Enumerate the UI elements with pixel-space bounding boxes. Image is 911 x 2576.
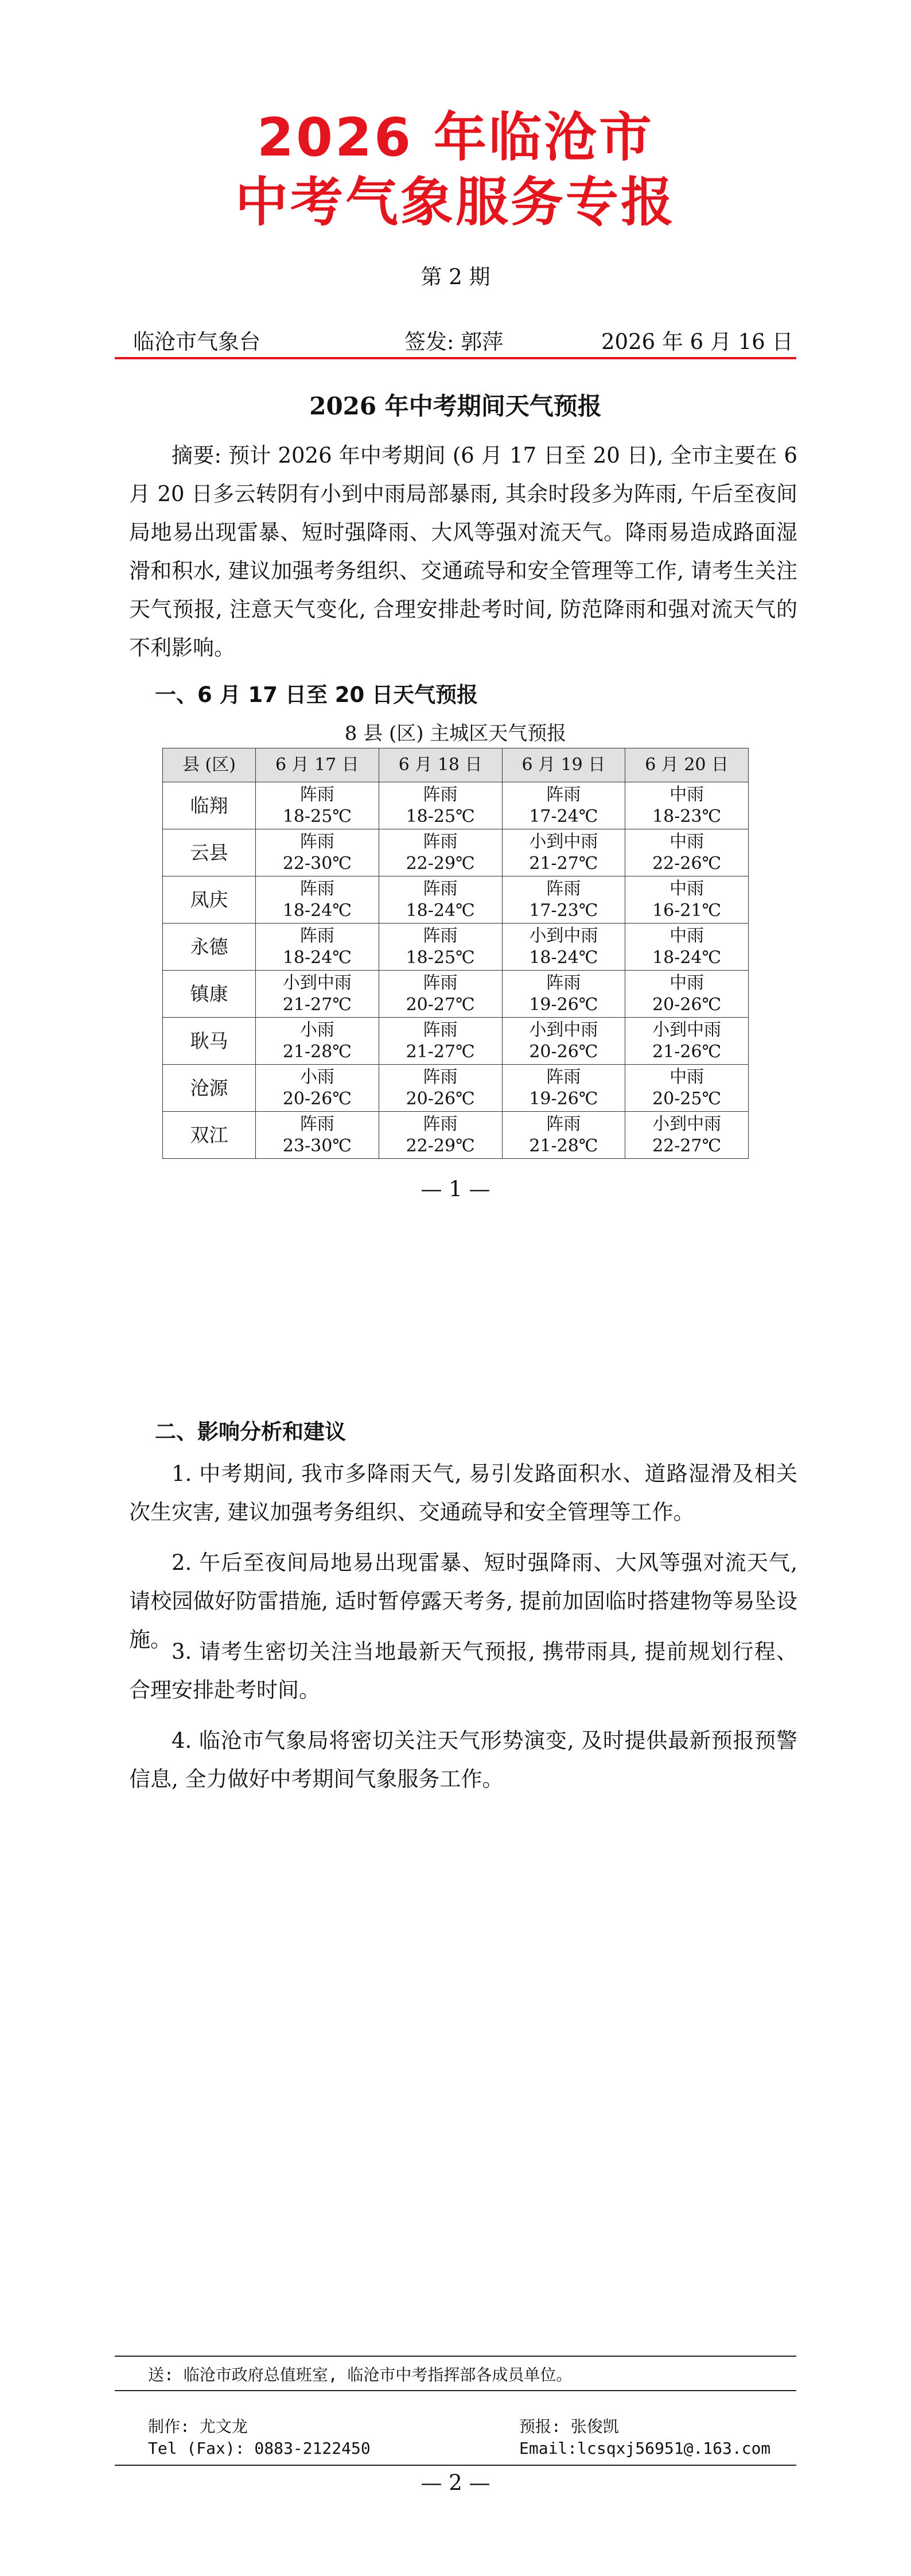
forecast-cell [379, 971, 502, 1018]
temperature-range: 21-28℃ [282, 1041, 352, 1062]
table-row [163, 829, 749, 876]
forecaster: 预报: 张俊凯 [519, 2417, 619, 2436]
temperature-range: 22-30℃ [282, 853, 352, 874]
temperature-range: 20-27℃ [406, 994, 475, 1015]
temperature-range: 18-24℃ [282, 900, 352, 921]
county-name: 云县 [163, 829, 256, 876]
table-row [163, 971, 749, 1018]
temperature-range: 20-26℃ [652, 994, 722, 1015]
table-row [163, 782, 749, 829]
county-name: 凤庆 [163, 876, 256, 924]
distribution-list: 送: 临沧市政府总值班室, 临沧市中考指挥部各成员单位。 [148, 2365, 573, 2384]
header-day: 6 月 20 日 [625, 748, 749, 782]
forecast-cell [379, 924, 502, 971]
temperature-range: 21-27℃ [282, 994, 352, 1015]
weather-condition: 阵雨 [423, 1019, 458, 1040]
weather-condition: 中雨 [669, 784, 704, 805]
weather-condition: 小到中雨 [652, 1019, 722, 1040]
temperature-range: 22-29℃ [406, 1135, 475, 1156]
temperature-range: 17-24℃ [529, 806, 598, 827]
suggestion-item: 1. 中考期间, 我市多降雨天气, 易引发路面积水、道路湿滑及相关次生灾害, 建议加强考务组织、交通疏导和安全管理等工作。 [129, 1461, 797, 1524]
forecast-cell [625, 829, 749, 876]
forecast-cell [256, 1065, 379, 1112]
temperature-range: 18-25℃ [406, 806, 475, 827]
weather-condition: 小到中雨 [529, 831, 598, 852]
issuer: 临沧市气象台 [133, 329, 260, 354]
weather-condition: 阵雨 [423, 925, 458, 946]
issue-date: 2026 年 6 月 16 日 [601, 329, 793, 354]
header-county: 县 (区) [163, 748, 256, 782]
page-number: — 2 — [421, 2470, 490, 2495]
forecast-cell [502, 1018, 625, 1065]
weather-condition: 阵雨 [546, 878, 581, 899]
red-divider [115, 357, 796, 359]
forecast-cell [256, 876, 379, 924]
forecast-cell [625, 1018, 749, 1065]
summary-paragraph: 摘要: 预计 2026 年中考期间 (6 月 17 日至 20 日), 全市主要在 6 月 20 日多云转阴有小到中雨局部暴雨, 其余时段多为阵雨, 午后至夜间局地易出现雷暴、短时强降雨、大风等强对流天气。降雨易造成路面湿滑和积水, 建议加强考务组织、交通疏导和安全管理等工作, 请考生关注天气预报, 注意天气变化, 合理安排赴考时间, 防范降雨和强对流天气的不利影响。 [129, 443, 797, 660]
forecast-cell [256, 829, 379, 876]
temperature-range: 18-25℃ [406, 947, 475, 968]
temperature-range: 20-26℃ [406, 1088, 475, 1109]
forecast-cell [625, 876, 749, 924]
temperature-range: 22-29℃ [406, 853, 475, 874]
county-name: 永德 [163, 924, 256, 971]
temperature-range: 20-26℃ [529, 1041, 598, 1062]
contact-tel: Tel (Fax): 0883-2122450 [148, 2439, 371, 2458]
weather-condition: 阵雨 [423, 1066, 458, 1087]
report-title-line-1: 2026 年临沧市 [256, 107, 655, 168]
footer-divider [115, 2356, 796, 2357]
weather-condition: 小到中雨 [652, 1114, 722, 1134]
weather-condition: 阵雨 [299, 784, 334, 805]
weather-condition: 阵雨 [546, 972, 581, 993]
weather-condition: 小到中雨 [529, 925, 598, 946]
header-day: 6 月 17 日 [256, 748, 379, 782]
issue-number: 第 2 期 [421, 265, 490, 289]
weather-condition: 阵雨 [546, 784, 581, 805]
temperature-range: 16-21℃ [652, 900, 722, 921]
forecast-cell [625, 971, 749, 1018]
footer-divider [115, 2465, 796, 2466]
weather-condition: 阵雨 [423, 784, 458, 805]
forecast-cell [502, 782, 625, 829]
temperature-range: 20-25℃ [652, 1088, 722, 1109]
forecast-cell [256, 924, 379, 971]
contact-email: Email:lcsqxj56951@.163.com [519, 2439, 771, 2458]
county-name: 沧源 [163, 1065, 256, 1112]
document-title: 2026 年中考期间天气预报 [309, 392, 602, 420]
temperature-range: 21-26℃ [652, 1041, 722, 1062]
forecast-cell [256, 1018, 379, 1065]
table-header-row [163, 748, 749, 782]
weather-condition: 中雨 [669, 1066, 704, 1087]
county-name: 镇康 [163, 971, 256, 1018]
forecast-cell [502, 924, 625, 971]
weather-condition: 阵雨 [423, 1114, 458, 1134]
suggestion-item: 4. 临沧市气象局将密切关注天气形势演变, 及时提供最新预报预警信息, 全力做好中考期间气象服务工作。 [129, 1728, 797, 1791]
county-name: 双江 [163, 1112, 256, 1159]
weather-condition: 中雨 [669, 831, 704, 852]
header-day: 6 月 18 日 [379, 748, 502, 782]
forecast-cell [502, 1112, 625, 1159]
suggestion-item: 3. 请考生密切关注当地最新天气预报, 携带雨具, 提前规划行程、合理安排赴考时间。 [129, 1639, 797, 1702]
temperature-range: 22-27℃ [652, 1135, 722, 1156]
signer: 签发: 郭萍 [404, 329, 504, 354]
forecast-cell [625, 1065, 749, 1112]
temperature-range: 17-23℃ [529, 900, 598, 921]
forecast-cell [379, 1018, 502, 1065]
temperature-range: 18-24℃ [652, 947, 722, 968]
forecast-cell [379, 829, 502, 876]
suggestion-item: 2. 午后至夜间局地易出现雷暴、短时强降雨、大风等强对流天气, 请校园做好防雷措施, 适时暂停露天考务, 提前加固临时搭建物等易坠设施。 [129, 1550, 797, 1652]
weather-condition: 阵雨 [299, 925, 334, 946]
weather-condition: 阵雨 [423, 878, 458, 899]
weather-condition: 中雨 [669, 925, 704, 946]
table-caption: 8 县 (区) 主城区天气预报 [344, 722, 567, 745]
temperature-range: 19-26℃ [529, 1088, 598, 1109]
table-row [163, 876, 749, 924]
report-title-line-2: 中考气象服务专报 [235, 172, 676, 233]
temperature-range: 21-28℃ [529, 1135, 598, 1156]
weather-condition: 中雨 [669, 878, 704, 899]
temperature-range: 23-30℃ [282, 1135, 352, 1156]
temperature-range: 20-26℃ [282, 1088, 352, 1109]
weather-condition: 阵雨 [299, 878, 334, 899]
forecast-cell [256, 971, 379, 1018]
weather-condition: 中雨 [669, 972, 704, 993]
forecast-cell [625, 782, 749, 829]
weather-condition: 阵雨 [546, 1114, 581, 1134]
temperature-range: 18-24℃ [406, 900, 475, 921]
weather-condition: 小到中雨 [282, 972, 352, 993]
temperature-range: 19-26℃ [529, 994, 598, 1015]
weather-condition: 阵雨 [423, 972, 458, 993]
weather-condition: 小到中雨 [529, 1019, 598, 1040]
forecast-cell [379, 1065, 502, 1112]
weather-condition: 阵雨 [299, 831, 334, 852]
temperature-range: 18-25℃ [282, 806, 352, 827]
forecast-cell [502, 971, 625, 1018]
section-heading-advice: 二、影响分析和建议 [155, 1419, 346, 1444]
temperature-range: 21-27℃ [529, 853, 598, 874]
table-row [163, 1112, 749, 1159]
forecast-cell [625, 924, 749, 971]
page-2 [0, 1288, 911, 2576]
weather-condition: 阵雨 [299, 1114, 334, 1134]
weather-condition: 小雨 [299, 1066, 334, 1087]
forecast-cell [379, 1112, 502, 1159]
forecast-cell [502, 876, 625, 924]
temperature-range: 18-24℃ [282, 947, 352, 968]
weather-condition: 小雨 [299, 1019, 334, 1040]
table-row [163, 1065, 749, 1112]
forecast-table [162, 748, 749, 1159]
table-row [163, 1018, 749, 1065]
forecast-cell [256, 782, 379, 829]
county-name: 耿马 [163, 1018, 256, 1065]
temperature-range: 18-24℃ [529, 947, 598, 968]
forecast-cell [502, 1065, 625, 1112]
section-heading-forecast: 一、6 月 17 日至 20 日天气预报 [155, 682, 478, 707]
page-number: — 1 — [421, 1177, 490, 1201]
forecast-cell [256, 1112, 379, 1159]
producer: 制作: 尤文龙 [148, 2417, 248, 2436]
forecast-cell [502, 829, 625, 876]
forecast-cell [379, 782, 502, 829]
header-day: 6 月 19 日 [502, 748, 625, 782]
table-row [163, 924, 749, 971]
forecast-cell [379, 876, 502, 924]
forecast-cell [625, 1112, 749, 1159]
weather-condition: 阵雨 [423, 831, 458, 852]
footer-divider [115, 2390, 796, 2391]
weather-condition: 阵雨 [546, 1066, 581, 1087]
temperature-range: 22-26℃ [652, 853, 722, 874]
temperature-range: 18-23℃ [652, 806, 722, 827]
county-name: 临翔 [163, 782, 256, 829]
temperature-range: 21-27℃ [406, 1041, 475, 1062]
